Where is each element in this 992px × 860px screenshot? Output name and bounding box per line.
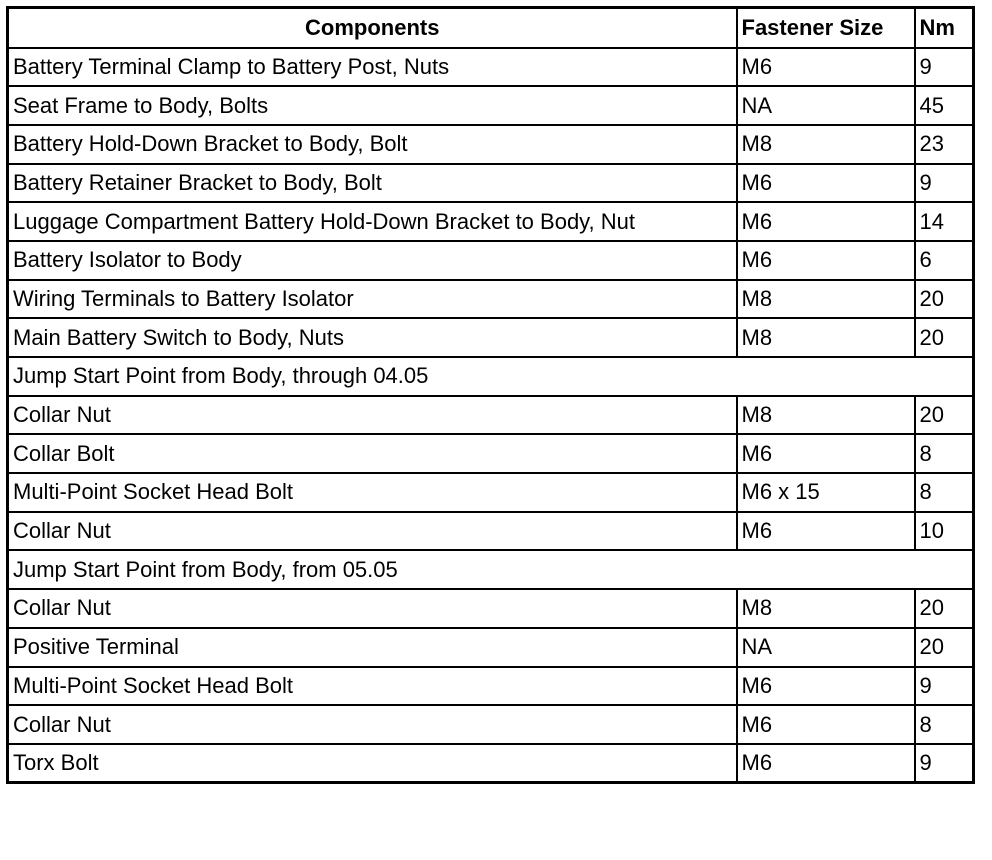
cell-fastener-size: M6: [737, 512, 915, 551]
table-row: [8, 589, 974, 628]
section-title: Jump Start Point from Body, through 04.05: [8, 357, 974, 396]
section-title: Jump Start Point from Body, from 05.05: [8, 550, 974, 589]
table-row: [8, 512, 974, 551]
torque-spec-table: [6, 6, 975, 784]
cell-nm: 20: [915, 318, 974, 357]
header-row: [8, 8, 974, 48]
header-components: Components: [8, 8, 737, 48]
header-fastener-size: Fastener Size: [737, 8, 915, 48]
cell-fastener-size: M8: [737, 589, 915, 628]
cell-fastener-size: M6 x 15: [737, 473, 915, 512]
table-body: [8, 48, 974, 783]
cell-fastener-size: M6: [737, 705, 915, 744]
cell-component: Collar Nut: [8, 705, 737, 744]
table-row: [8, 473, 974, 512]
cell-fastener-size: M6: [737, 667, 915, 706]
cell-nm: 9: [915, 667, 974, 706]
cell-component: Wiring Terminals to Battery Isolator: [8, 280, 737, 319]
cell-component: Battery Isolator to Body: [8, 241, 737, 280]
cell-nm: 8: [915, 434, 974, 473]
cell-fastener-size: M6: [737, 48, 915, 87]
table-row: [8, 280, 974, 319]
cell-component: Multi-Point Socket Head Bolt: [8, 667, 737, 706]
cell-nm: 20: [915, 589, 974, 628]
cell-nm: 10: [915, 512, 974, 551]
cell-component: Battery Hold-Down Bracket to Body, Bolt: [8, 125, 737, 164]
section-row: [8, 357, 974, 396]
cell-fastener-size: M6: [737, 434, 915, 473]
cell-nm: 9: [915, 164, 974, 203]
table-row: [8, 667, 974, 706]
header-nm: Nm: [915, 8, 974, 48]
cell-nm: 8: [915, 705, 974, 744]
cell-fastener-size: M8: [737, 125, 915, 164]
table-row: [8, 744, 974, 783]
cell-nm: 23: [915, 125, 974, 164]
table-row: [8, 48, 974, 87]
table-row: [8, 125, 974, 164]
cell-nm: 20: [915, 628, 974, 667]
table-row: [8, 86, 974, 125]
table-row: [8, 318, 974, 357]
cell-component: Torx Bolt: [8, 744, 737, 783]
cell-nm: 45: [915, 86, 974, 125]
cell-fastener-size: M6: [737, 241, 915, 280]
cell-component: Battery Terminal Clamp to Battery Post, Nuts: [8, 48, 737, 87]
cell-component: Collar Bolt: [8, 434, 737, 473]
cell-nm: 6: [915, 241, 974, 280]
cell-nm: 8: [915, 473, 974, 512]
cell-fastener-size: M8: [737, 280, 915, 319]
table-row: [8, 202, 974, 241]
table-row: [8, 164, 974, 203]
cell-nm: 20: [915, 280, 974, 319]
cell-fastener-size: NA: [737, 86, 915, 125]
cell-nm: 9: [915, 48, 974, 87]
cell-fastener-size: M6: [737, 164, 915, 203]
table-row: [8, 628, 974, 667]
cell-nm: 9: [915, 744, 974, 783]
cell-component: Collar Nut: [8, 589, 737, 628]
cell-component: Battery Retainer Bracket to Body, Bolt: [8, 164, 737, 203]
cell-fastener-size: M6: [737, 202, 915, 241]
cell-fastener-size: NA: [737, 628, 915, 667]
cell-component: Luggage Compartment Battery Hold-Down Bracket to Body, Nut: [8, 202, 737, 241]
table-row: [8, 241, 974, 280]
table-row: [8, 705, 974, 744]
cell-component: Multi-Point Socket Head Bolt: [8, 473, 737, 512]
cell-component: Positive Terminal: [8, 628, 737, 667]
cell-component: Collar Nut: [8, 396, 737, 435]
cell-component: Seat Frame to Body, Bolts: [8, 86, 737, 125]
table-row: [8, 434, 974, 473]
cell-component: Collar Nut: [8, 512, 737, 551]
cell-fastener-size: M8: [737, 318, 915, 357]
cell-fastener-size: M8: [737, 396, 915, 435]
cell-nm: 14: [915, 202, 974, 241]
cell-nm: 20: [915, 396, 974, 435]
section-row: [8, 550, 974, 589]
cell-fastener-size: M6: [737, 744, 915, 783]
cell-component: Main Battery Switch to Body, Nuts: [8, 318, 737, 357]
table-row: [8, 396, 974, 435]
